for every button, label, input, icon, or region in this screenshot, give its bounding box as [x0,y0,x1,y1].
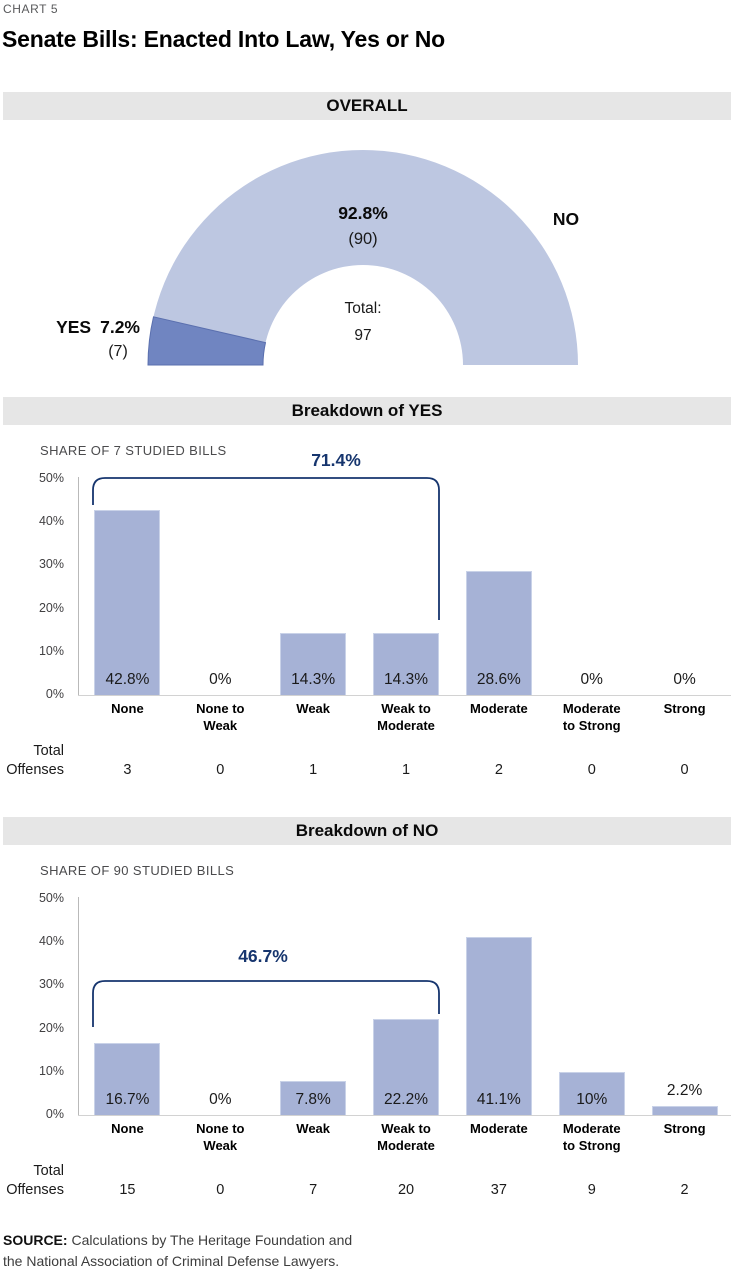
yes-bracket-label: 71.4% [311,450,361,470]
totals-caption-line2: Offenses [6,1182,64,1198]
section-header-yes [3,397,731,425]
bar-value-label: 41.1% [476,1091,521,1108]
source-text: Calculations by The Heritage Foundation and the National Association of Criminal Defense Lawyers. [3,1232,353,1269]
bar-value-label: 0% [580,671,603,688]
section-header-no [3,817,731,845]
bar-value-label: 14.3% [384,671,428,688]
category-label: Moderate [469,701,528,716]
totals-caption-line1: Total [33,1163,64,1179]
category-label: Weak to Moderate [377,1121,435,1153]
donut-yes-labels [40,317,140,338]
category-label: Moderate [469,1121,528,1136]
category-label: None to Weak [196,701,245,733]
donut-yes-pct: 7.2% [100,317,140,337]
category-label: Weak to Moderate [377,701,435,733]
total-offenses-value: 1 [309,762,318,778]
total-offenses-value: 15 [119,1182,136,1198]
no-ytick-0: 0% [45,1107,64,1121]
section-header-overall [3,92,731,120]
category-label: Weak [296,701,331,716]
yes-totals-row [81,762,731,778]
total-offenses-value: 2 [680,1182,689,1198]
bar-value-label: 0% [673,671,696,688]
total-offenses-value: 0 [587,762,596,778]
no-ytick-10: 10% [38,1063,64,1078]
bar-value-label: 10% [576,1091,608,1108]
bar-value-label: 16.7% [105,1091,150,1108]
total-offenses-value: 1 [401,762,411,778]
no-baseline [78,1115,731,1116]
no-ytick-40: 40% [38,934,64,949]
total-offenses-value: 3 [123,762,132,778]
yes-ytick-20: 20% [38,600,64,615]
total-offenses-value: 0 [680,762,689,778]
bar-value-label: 0% [209,671,232,688]
no-bracket [0,858,734,1038]
totals-caption-line2: Offenses [6,762,64,778]
no-ytick-20: 20% [38,1020,64,1035]
bar-value-label: 7.8% [295,1091,331,1108]
total-offenses-value: 0 [216,1182,225,1198]
bar-value-label: 22.2% [384,1091,428,1108]
category-label: Weak [296,1121,331,1136]
source-label: SOURCE: [3,1232,68,1248]
bar-value-label: 42.8% [105,671,150,688]
no-totals-row [81,1182,731,1198]
total-offenses-value: 9 [587,1182,596,1198]
bar-value-label: 14.3% [291,671,336,688]
total-offenses-value: 2 [494,762,503,778]
section-header-yes-label: Breakdown of YES [291,401,443,420]
donut-no-count: (90) [348,230,378,248]
donut-no-pct: 92.8% [338,203,388,223]
bar-value-label: 2.2% [666,1082,703,1099]
yes-chart-subtitle: SHARE OF 7 STUDIED BILLS [40,443,227,458]
no-ytick-50: 50% [38,891,64,905]
donut-yes-count: (7) [108,343,128,360]
category-label: None to Weak [196,1121,245,1153]
category-label: None [111,701,144,716]
donut-yes-label: YES [56,317,92,337]
yes-ytick-50: 50% [38,471,64,485]
category-label: Moderate to Strong [562,701,621,733]
yes-baseline [78,695,731,696]
donut-no-label: NO [552,209,580,229]
no-ytick-30: 30% [38,977,64,992]
yes-ytick-40: 40% [38,514,64,529]
yes-category-row [81,701,731,735]
category-label: Strong [663,1121,706,1136]
section-header-no-label: Breakdown of NO [295,821,439,840]
yes-ytick-0: 0% [45,687,64,701]
bar [652,1106,718,1116]
bar-value-label: 0% [209,1091,232,1108]
total-offenses-value: 0 [216,762,225,778]
no-category-row [81,1121,731,1155]
category-label: Moderate to Strong [562,1121,621,1153]
bar-value-label: 28.6% [476,671,521,688]
yes-ytick-10: 10% [38,643,64,658]
section-header-overall-label: OVERALL [326,96,408,115]
yes-totals-caption [0,742,64,780]
no-bracket-label: 46.7% [238,946,288,966]
total-offenses-value: 20 [397,1182,415,1198]
total-offenses-value: 37 [490,1182,507,1198]
no-chart-subtitle: SHARE OF 90 STUDIED BILLS [40,863,235,878]
donut-total-label: Total: [344,300,382,317]
donut-total-value: 97 [354,327,372,344]
total-offenses-value: 7 [309,1182,318,1198]
source-note [3,1230,361,1272]
no-totals-caption [0,1162,64,1200]
category-label: None [111,1121,144,1136]
totals-caption-line1: Total [33,743,64,759]
page-title: Senate Bills: Enacted Into Law, Yes or No [2,26,445,52]
chart-number: CHART 5 [3,2,59,16]
category-label: Strong [663,701,706,716]
yes-ytick-30: 30% [38,557,64,572]
